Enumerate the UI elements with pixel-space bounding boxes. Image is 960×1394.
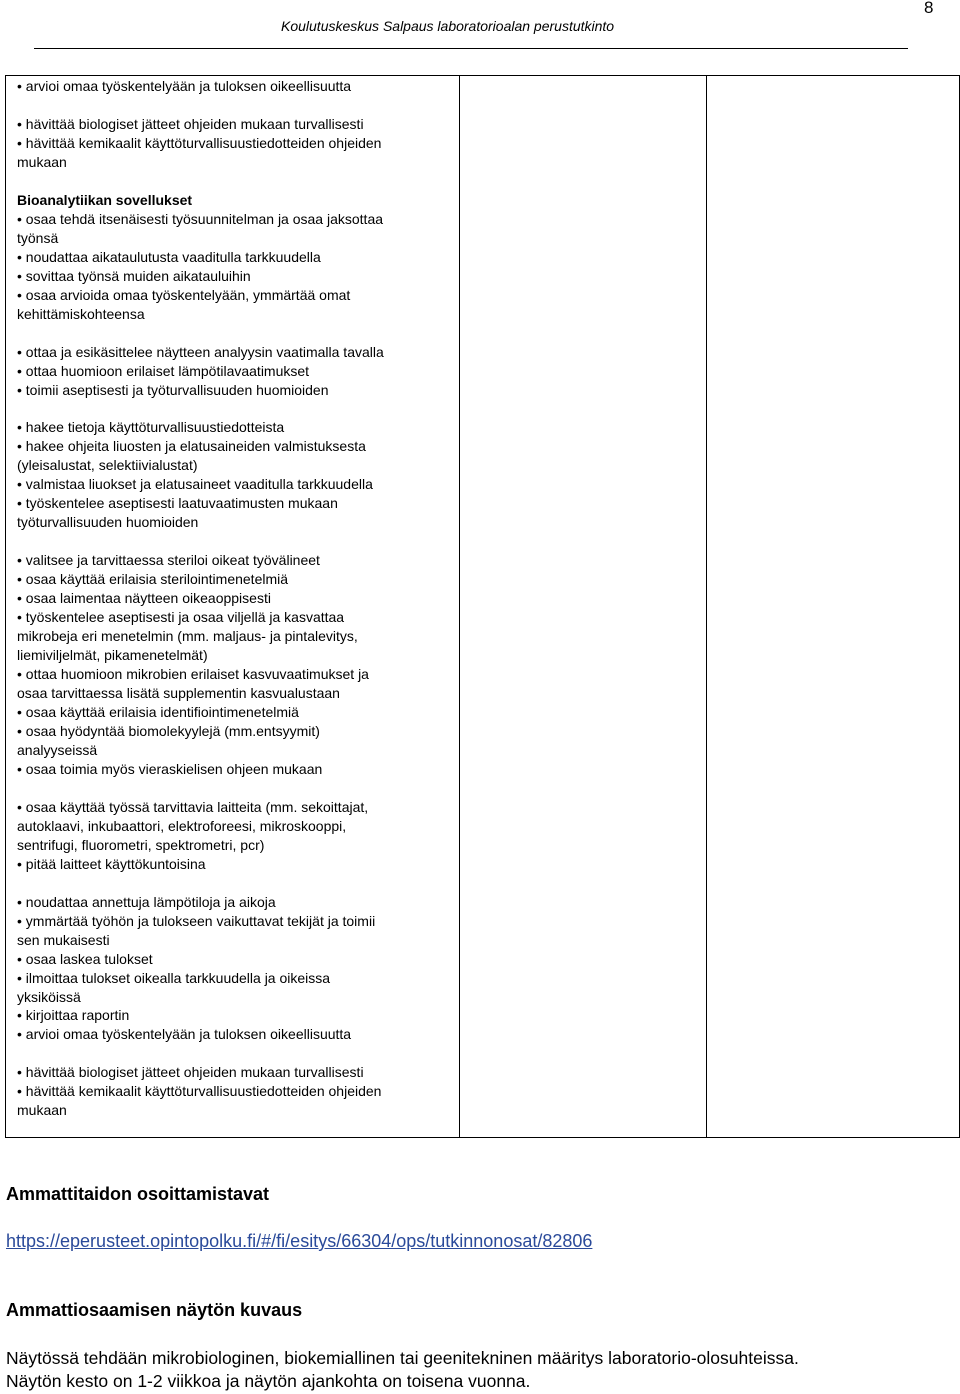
criteria-item: • osaa laimentaa näytteen oikeaoppisesti xyxy=(17,590,271,607)
criteria-item: kehittämiskohteensa xyxy=(17,305,145,322)
criteria-item: • pitää laitteet käyttökuntoisina xyxy=(17,855,206,872)
criteria-item: • valitsee ja tarvittaessa steriloi oikeat työvälineet xyxy=(17,552,320,569)
criteria-item: • arvioi omaa työskentelyään ja tuloksen oikeellisuutta xyxy=(17,1026,352,1043)
criteria-item: • osaa tehdä itsenäisesti työsuunnitelman ja osaa jaksottaa xyxy=(17,210,384,227)
criteria-item: liemiviljelmät, pikamenetelmät) xyxy=(17,647,208,664)
criteria-item: • noudattaa annettuja lämpötiloja ja aikoja xyxy=(17,893,276,910)
criteria-item: • osaa käyttää erilaisia sterilointimenetelmiä xyxy=(17,571,289,588)
criteria-item: • hävittää kemikaalit käyttöturvallisuustiedotteiden ohjeiden xyxy=(17,1083,382,1100)
criteria-item: mikrobeja eri menetelmin (mm. maljaus- ja pintalevitys, xyxy=(17,628,358,645)
empty-cell xyxy=(707,76,960,1138)
criteria-item: sen mukaisesti xyxy=(17,931,110,948)
empty-cell xyxy=(460,76,707,1138)
criteria-item: • arvioi omaa työskentelyään ja tuloksen oikeellisuutta xyxy=(17,78,352,94)
criteria-item: autoklaavi, inkubaattori, elektroforeesi, mikroskooppi, xyxy=(17,817,347,834)
criteria-item: yksiköissä xyxy=(17,988,81,1005)
criteria-table xyxy=(5,75,960,1138)
description-text xyxy=(6,1347,799,1393)
table-row xyxy=(6,76,960,1138)
description-line: Näytössä tehdään mikrobiologinen, biokemiallinen tai geenitekninen määritys laboratorio-olosuhteissa. xyxy=(6,1348,799,1368)
criteria-cell xyxy=(6,76,460,1138)
demonstration-methods-title: Ammattitaidon osoittamistavat xyxy=(6,1184,270,1204)
criteria-item: • valmistaa liuokset ja elatusaineet vaaditulla tarkkuudella xyxy=(17,476,373,493)
spacer-line xyxy=(17,172,448,191)
criteria-item: • osaa hyödyntää biomolekyylejä (mm.entsyymit) xyxy=(17,722,320,739)
running-header: Koulutuskeskus Salpaus laboratorioalan perustutkinto xyxy=(281,18,615,34)
criteria-item: • ottaa ja esikäsittelee näytteen analyysin vaatimalla tavalla xyxy=(17,343,384,360)
spacer-line xyxy=(17,1044,448,1063)
criteria-item: • hakee tietoja käyttöturvallisuustiedotteista xyxy=(17,419,285,436)
section-heading: Bioanalytiikan sovellukset xyxy=(17,191,193,208)
spacer-line xyxy=(17,96,448,115)
header-rule xyxy=(34,48,908,49)
criteria-item: • osaa käyttää erilaisia identifiointimenetelmiä xyxy=(17,703,299,720)
criteria-item: • osaa laskea tulokset xyxy=(17,950,153,967)
criteria-item: mukaan xyxy=(17,1102,67,1119)
criteria-item: • kirjoittaa raportin xyxy=(17,1007,130,1024)
criteria-item: • ymmärtää työhön ja tulokseen vaikuttavat tekijät ja toimii xyxy=(17,912,376,929)
criteria-item: • sovittaa työnsä muiden aikatauluihin xyxy=(17,267,251,284)
criteria-item: analyyseissä xyxy=(17,741,98,758)
eperusteet-link[interactable]: https://eperusteet.opintopolku.fi/#/fi/esitys/66304/ops/tutkinnonosat/82806 xyxy=(6,1231,593,1251)
criteria-item: (yleisalustat, selektiivialustat) xyxy=(17,457,198,474)
page-number: 8 xyxy=(924,0,934,17)
criteria-item: • noudattaa aikataulutusta vaaditulla tarkkuudella xyxy=(17,248,321,265)
criteria-item: • hävittää biologiset jätteet ohjeiden mukaan turvallisesti xyxy=(17,1064,364,1081)
criteria-item: • ilmoittaa tulokset oikealla tarkkuudella ja oikeissa xyxy=(17,969,331,986)
criteria-item: • osaa arvioida omaa työskentelyään, ymmärtää omat xyxy=(17,286,351,303)
description-title: Ammattiosaamisen näytön kuvaus xyxy=(6,1300,303,1320)
criteria-list xyxy=(6,76,459,1120)
spacer-line xyxy=(17,532,448,551)
criteria-item: mukaan xyxy=(17,153,67,170)
criteria-item: • hävittää kemikaalit käyttöturvallisuustiedotteiden ohjeiden xyxy=(17,134,382,151)
criteria-item: • toimii aseptisesti ja työturvallisuuden huomioiden xyxy=(17,381,329,398)
criteria-item: • osaa toimia myös vieraskielisen ohjeen mukaan xyxy=(17,760,323,777)
spacer-line xyxy=(17,324,448,343)
criteria-item: työturvallisuuden huomioiden xyxy=(17,514,199,531)
spacer-line xyxy=(17,399,448,418)
criteria-item: • hävittää biologiset jätteet ohjeiden mukaan turvallisesti xyxy=(17,115,364,132)
criteria-item: • ottaa huomioon mikrobien erilaiset kasvuvaatimukset ja xyxy=(17,666,369,683)
criteria-item: • työskentelee aseptisesti ja osaa viljellä ja kasvattaa xyxy=(17,609,345,626)
criteria-item: • osaa käyttää työssä tarvittavia laitteita (mm. sekoittajat, xyxy=(17,798,369,815)
criteria-item: • ottaa huomioon erilaiset lämpötilavaatimukset xyxy=(17,362,310,379)
spacer-line xyxy=(17,874,448,893)
criteria-item: osaa tarvittaessa lisätä supplementin kasvualustaan xyxy=(17,685,340,701)
criteria-item: työnsä xyxy=(17,229,59,246)
spacer-line xyxy=(17,779,448,798)
criteria-item: • hakee ohjeita liuosten ja elatusaineiden valmistuksesta xyxy=(17,438,366,455)
description-line: Näytön kesto on 1-2 viikkoa ja näytön ajankohta on toisena vuonna. xyxy=(6,1371,531,1391)
criteria-item: • työskentelee aseptisesti laatuvaatimusten mukaan xyxy=(17,495,338,512)
criteria-item: sentrifugi, fluorometri, spektrometri, pcr) xyxy=(17,836,265,853)
